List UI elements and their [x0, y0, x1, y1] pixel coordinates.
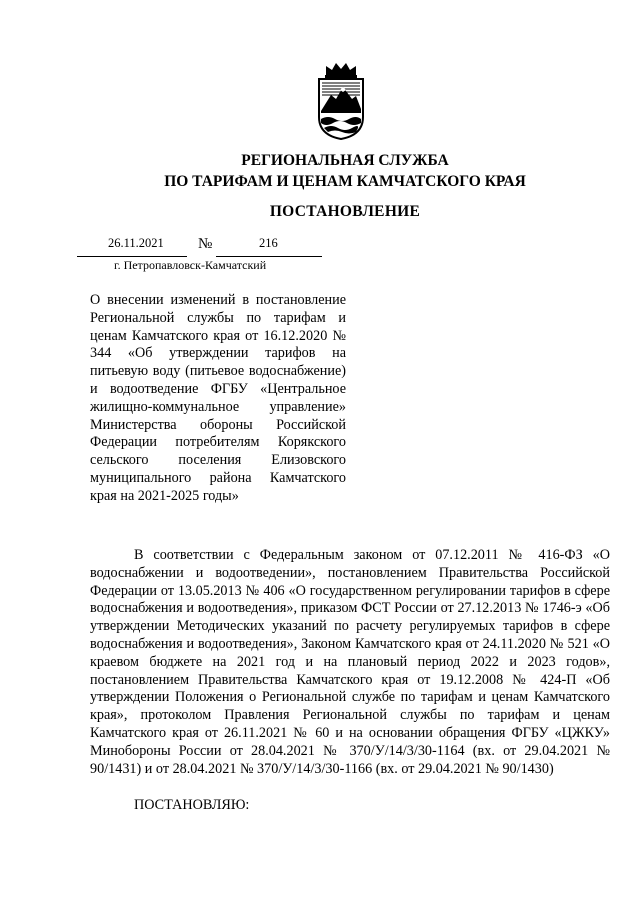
org-title-line-1: РЕГИОНАЛЬНАЯ СЛУЖБА — [241, 152, 449, 169]
kamchatka-coat-of-arms-icon — [316, 61, 366, 141]
city-name: г. Петропавловск-Камчатский — [114, 258, 267, 272]
document-subject: О внесении изменений в постановление Региональной службы по тарифам и ценам Камчатского края от 16.12.2020 № 344 «Об утверждении тарифов на питьевую воду (питьевое водоснабжение) и водоотведение ФГБУ «Центральное жилищно-коммунальное управление» Министерства обороны Российской Федерации потребителям Корякского сельского поселения Елизовского муниципального района Камчатского края на 2021-2025 годы» — [90, 292, 346, 504]
number-underline — [216, 256, 322, 257]
document-date: 26.11.2021 — [108, 236, 164, 250]
document-type-title: ПОСТАНОВЛЕНИЕ — [269, 203, 421, 220]
number-sign: № — [198, 236, 213, 252]
document-number: 216 — [259, 236, 278, 250]
resolve-word: ПОСТАНОВЛЯЮ: — [134, 797, 250, 813]
date-underline — [77, 256, 187, 257]
org-title-line-2: ПО ТАРИФАМ И ЦЕНАМ КАМЧАТСКОГО КРАЯ — [164, 173, 526, 190]
basis-paragraph: В соответствии с Федеральным законом от 07.12.2011 № 416-ФЗ «О водоснабжении и водоотведении», постановлением Правительства Российской Федерации от 13.05.2013 № 406 «О государственном регулировании тарифов в сфере водоснабжения и водоотведения», приказом ФСТ России от 27.12.2013 № 1746-э «Об утверждении Методических указаний по расчету регулируемых тарифов в сфере водоснабжения и водоотведения», Законом Камчатского края от 24.11.2020 № 521 «О краевом бюджете на 2021 год и на плановый период 2022 и 2023 годов», постановлением Правительства Камчатского края от 19.12.2008 № 424-П «Об утверждении Положения о Региональной службе по тарифам и ценам Камчатского края», протоколом Правления Региональной службы по тарифам и ценам Камчатского края от 26.11.2021 № 60 и на основании обращения ФГБУ «ЦЖКУ» Минобороны России от 28.04.2021 № 370/У/14/3/30-1164 (вх. от 29.04.2021 № 90/1431) и от 28.04.2021 № 370/У/14/3/30-1166 (вх. от 29.04.2021 № 90/1430) — [90, 547, 610, 777]
